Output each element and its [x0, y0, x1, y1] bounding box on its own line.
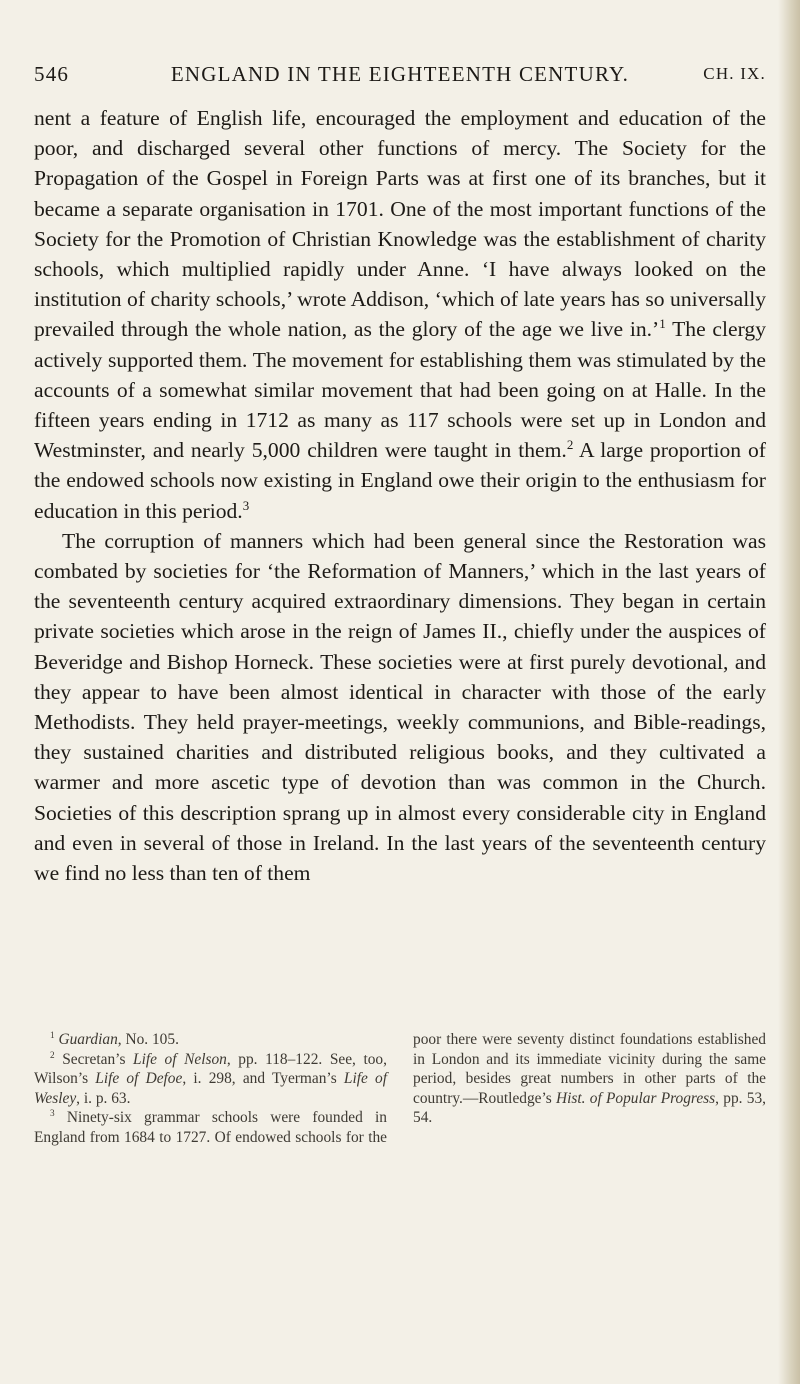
paragraph-1-text-c: A large proportion of the endowed schools now existing in England owe their origin to the enthusiasm for education in this period.	[34, 438, 766, 523]
running-title: ENGLAND IN THE EIGHTEENTH CENTURY.	[170, 62, 630, 86]
footnote-2-title-wesley: Life of Wesley	[34, 1070, 387, 1107]
footnote-3-title: Hist. of Popular Progress	[556, 1089, 716, 1107]
footnote-2-text-c: , pp. 118–122. See, too, Wilson’s	[34, 1050, 387, 1087]
chapter-label: CH. IX.	[703, 64, 766, 83]
footnote-2-title-defoe: Life of Defoe	[95, 1070, 183, 1087]
footnotes	[34, 1030, 766, 1250]
footnote-3-text-a: Ninety-six grammar schools were founded in England from 1684 to 1727. Of endowed schools for the poor there were seventy distinct foundations established in London and its immediate vicinity during the same period, besides great numbers in other parts of the country.—Routledge’s	[34, 1031, 766, 1146]
page-edge-shadow	[778, 0, 800, 1384]
footnote-2-text-e: , i. 298, and Tyerman’s	[182, 1070, 344, 1087]
footnote-1-marker: 1	[50, 1030, 55, 1040]
page-number: 546	[34, 62, 70, 86]
paragraph-1	[34, 103, 766, 526]
footnote-ref-1: 1	[659, 316, 666, 332]
footnote-1-text: , No. 105.	[117, 1031, 179, 1048]
footnote-2-title-nelson: Life of Nelson	[133, 1050, 227, 1068]
paragraph-1-text-a: nent a feature of English life, encouraged the employment and education of the poor, and discharged several other functions of mercy. The Society for the Propagation of the Gospel in Foreign Parts was at first one of its branches, but it became a separate organisation in 1701. One of the most important functions of the Society for the Promotion of Christian Knowledge was the establishment of charity schools, which multiplied rapidly under Anne. ‘I have always looked on the institution of charity schools,’ wrote Addison, ‘which of late years has so universally prevailed through the whole nation, as the glory of the age we live in.’	[34, 106, 766, 342]
footnote-ref-3: 3	[242, 497, 250, 513]
body-text	[34, 103, 766, 1023]
footnote-2	[34, 1050, 387, 1109]
footnote-2-text-g: , i. p. 63.	[76, 1089, 131, 1107]
footnote-3-marker: 3	[50, 1107, 55, 1118]
paragraph-2: The corruption of manners which had been general since the Restoration was combated by societies for ‘the Reformation of Manners,’ which in the last years of the seventeenth century acquired extraordinary dimensions. They began in certain private societies which arose in the reign of James II., chiefly under the auspices of Beveridge and Bishop Horneck. These societies were at first purely devotional, and they appear to have been almost identical in character with those of the early Methodists. They held prayer-meetings, weekly communions, and Bible-readings, they sustained charities and distributed religious books, and they cultivated a warmer and more ascetic type of devotion than was common in the Church. Societies of this description sprang up in almost every considerable city in England and even in several of those in Ireland. In the last years of the seventeenth century we find no less than ten of them	[34, 528, 766, 886]
running-header	[34, 62, 766, 96]
footnote-1-title: Guardian	[58, 1031, 118, 1048]
footnote-2-marker: 2	[50, 1049, 55, 1060]
footnote-2-text-a: Secretan’s	[62, 1050, 134, 1068]
footnote-3-text-c: , pp. 53, 54.	[413, 1089, 766, 1126]
paragraph-1-text-b: The clergy actively supported them. The movement for establishing them was stimulated by the accounts of a somewhat similar movement that had been going on at Halle. In the fifteen years ending in 1712 as many as 117 schools were set up in London and Westminster, and nearly 5,000 children were taught in them.	[34, 317, 766, 463]
footnote-1	[34, 1030, 387, 1050]
footnote-ref-2: 2	[566, 437, 574, 453]
